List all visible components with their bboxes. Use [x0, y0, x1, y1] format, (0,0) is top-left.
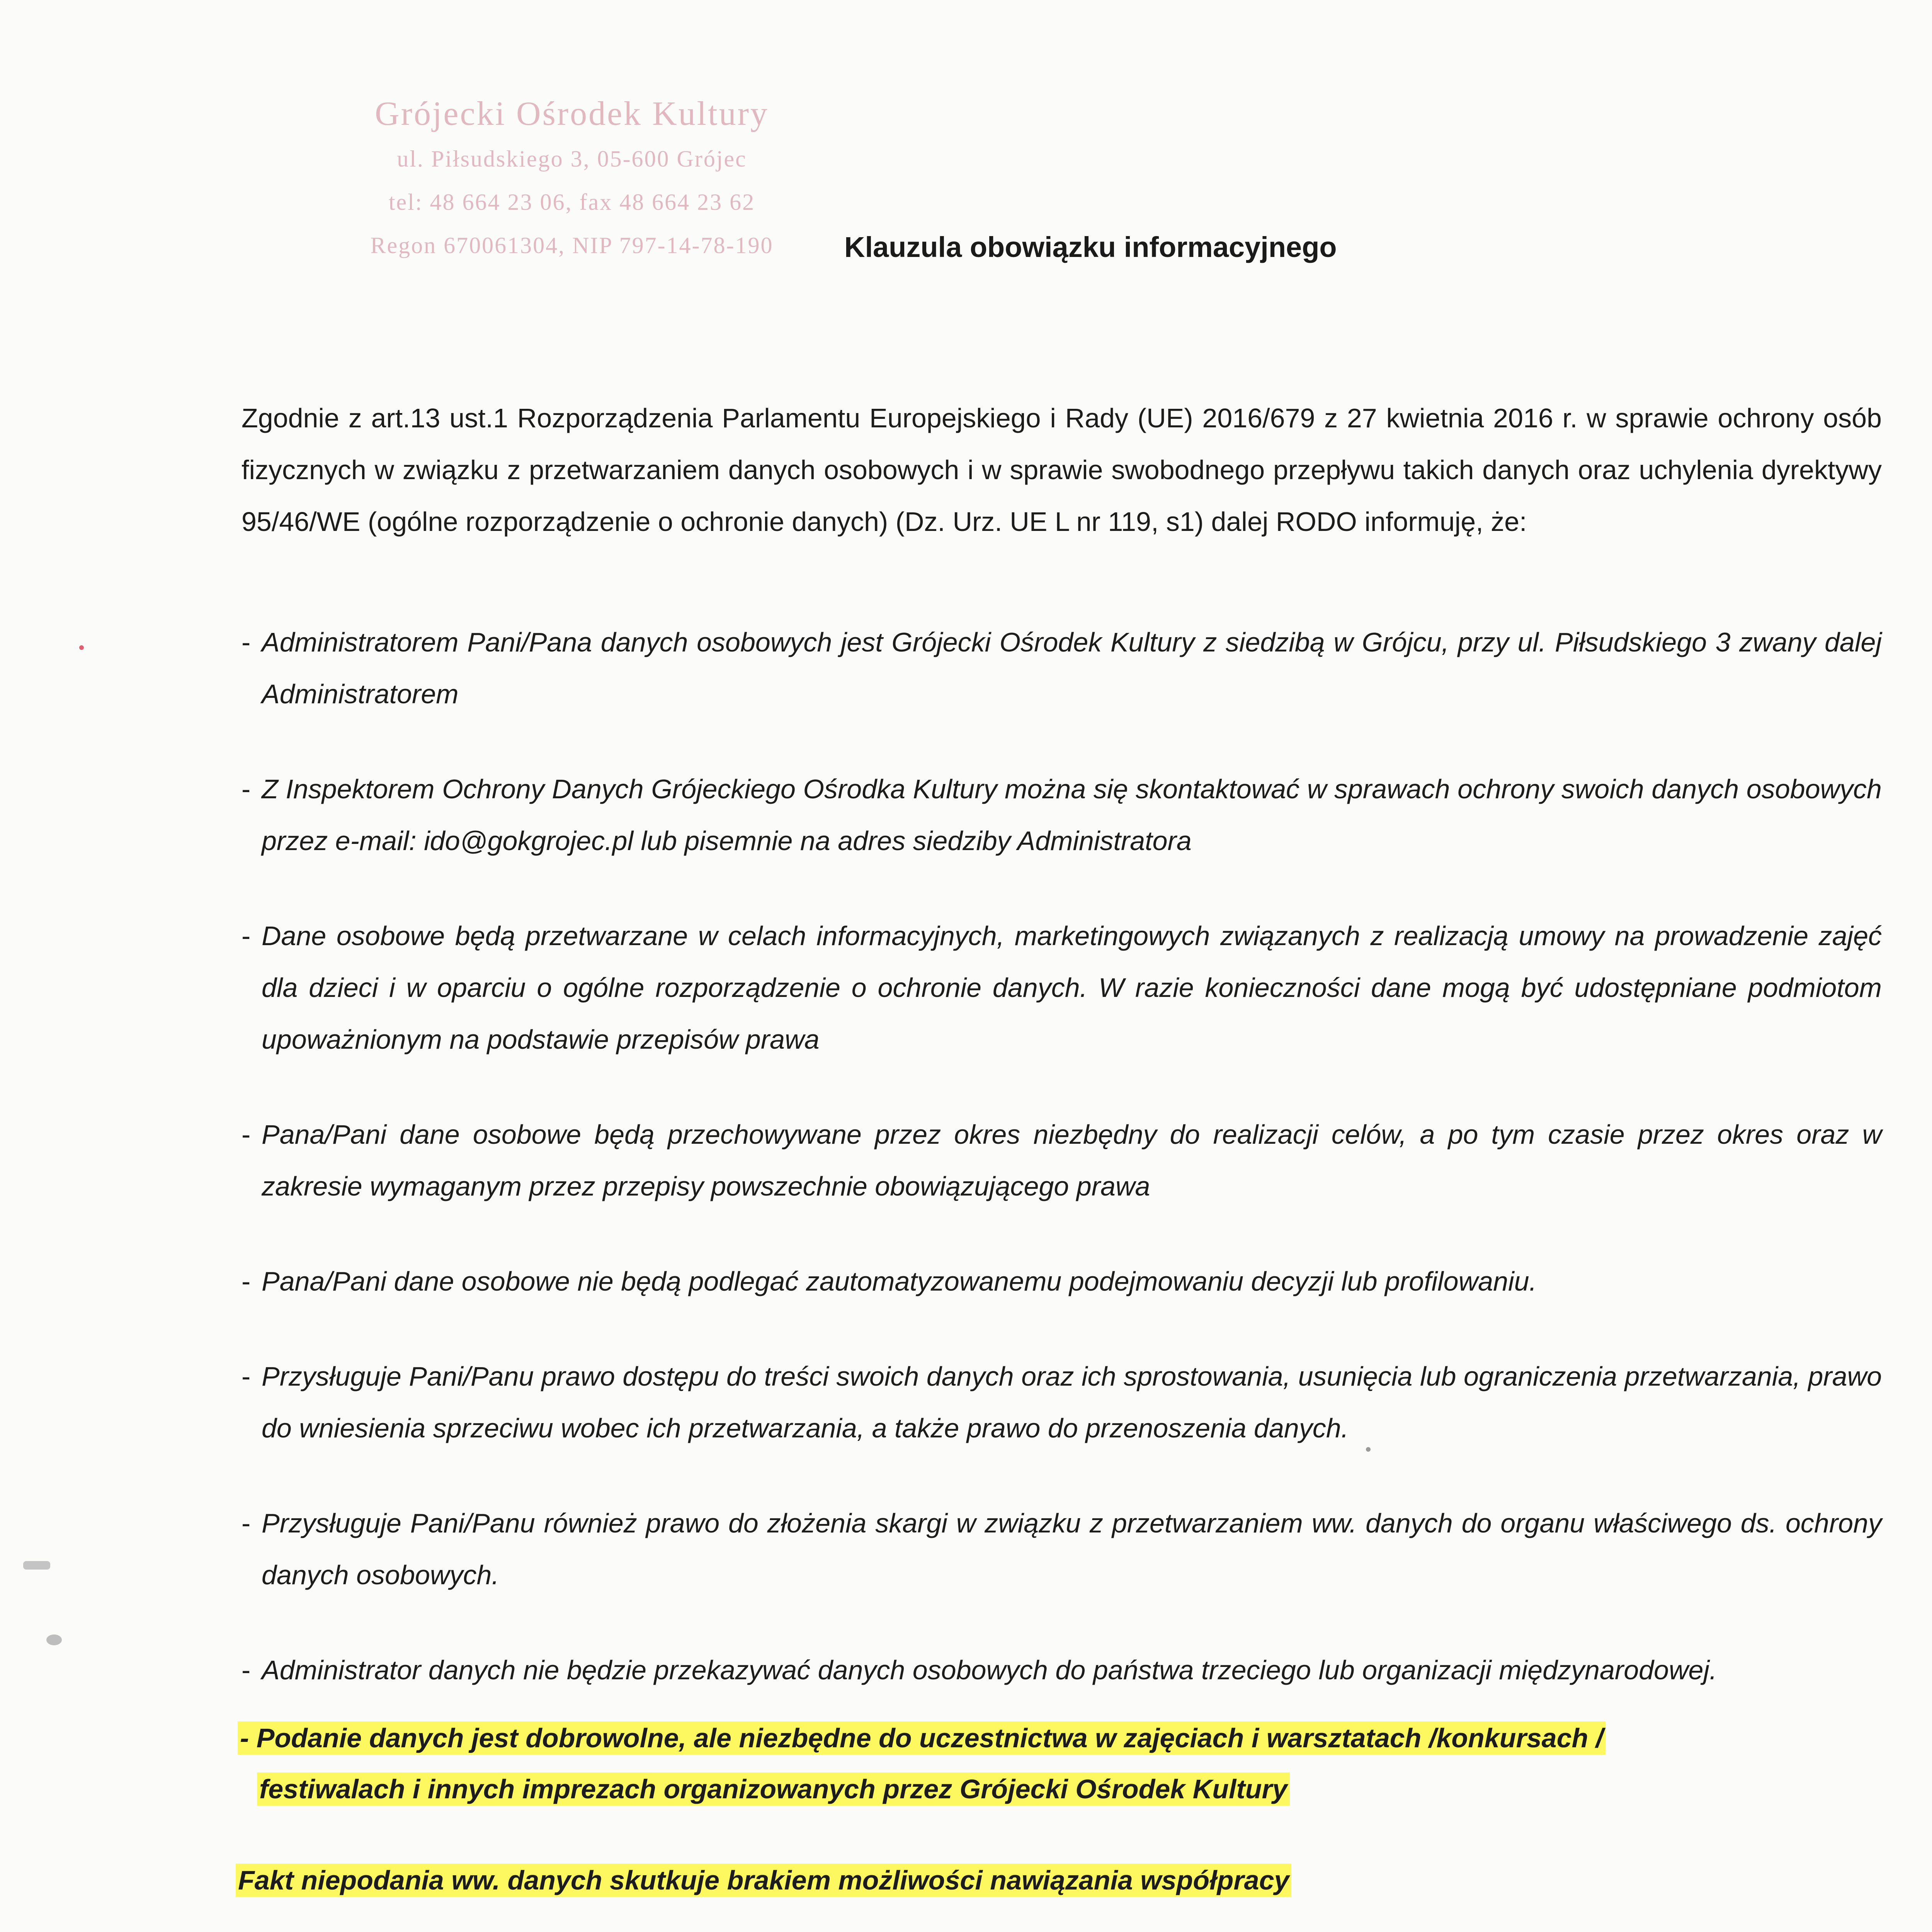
clause-list	[242, 616, 1882, 1696]
list-item	[242, 910, 1882, 1065]
list-item	[242, 1497, 1882, 1601]
highlight-fakt: Fakt niepodania ww. danych skutkuje brakiem możliwości nawiązania współpracy	[236, 1864, 1291, 1897]
item-text: Z Inspektorem Ochrony Danych Grójeckiego Ośrodka Kultury można się skontaktować w sprawach ochrony swoich danych osobowych przez e-mail: ido@gokgrojec.pl lub pisemnie na adres siedziby Administratora	[262, 774, 1882, 856]
intro-paragraph: Zgodnie z art.13 ust.1 Rozporządzenia Parlamentu Europejskiego i Rady (UE) 2016/679 z 27 kwietnia 2016 r. w sprawie ochrony osób fizycznych w związku z przetwarzaniem danych osobowych i w sprawie swobodnego przepływu takich danych oraz uchylenia dyrektywy 95/46/WE (ogólne rozporządzenie o ochronie danych) (Dz. Urz. UE L nr 119, s1) dalej RODO informuję, że:	[242, 403, 1882, 537]
stamp-address: ul. Piłsudskiego 3, 05-600 Grójec	[397, 146, 747, 172]
item-dash: -	[242, 774, 251, 804]
stamp-phone: tel: 48 664 23 06, fax 48 664 23 62	[388, 189, 755, 215]
item-text: Pana/Pani dane osobowe będą przechowywane przez okres niezbędny do realizacji celów, a po tym czasie przez okres oraz w zakresie wymaganym przez przepisy powszechnie obowiązującego prawa	[262, 1119, 1882, 1201]
item-dash: -	[242, 1508, 251, 1538]
list-item	[242, 763, 1882, 867]
item-dash: -	[242, 1655, 251, 1685]
item-text: Administratorem Pani/Pana danych osobowych jest Grójecki Ośrodek Kultury z siedzibą w Grójcu, przy ul. Piłsudskiego 3 zwany dalej Administratorem	[262, 627, 1882, 709]
item-text: Dane osobowe będą przetwarzane w celach informacyjnych, marketingowych związanych z realizacją umowy na prowadzenie zajęć dla dzieci i w oparciu o ogólne rozporządzenie o ochronie danych. W razie konieczności dane mogą być udostępniane podmiotom upoważnionym na podstawie przepisów prawa	[262, 921, 1882, 1054]
scan-speck	[79, 645, 84, 650]
highlight-line-1: - Podanie danych jest dobrowolne, ale niezbędne do uczestnictwa w zajęciach i warsztatach /konkursach /	[238, 1721, 1605, 1755]
item-dash: -	[242, 1361, 251, 1391]
item-dash: -	[242, 1119, 251, 1150]
stamp-ids: Regon 670061304, NIP 797-14-78-190	[370, 233, 774, 258]
scan-speck	[46, 1634, 62, 1645]
item-text: Przysługuje Pani/Panu prawo dostępu do treści swoich danych oraz ich sprostowania, usunięcia lub ograniczenia przetwarzania, prawo do wniesienia sprzeciwu wobec ich przetwarzania, a także prawo do przenoszenia danych.	[262, 1361, 1882, 1443]
item-text: Pana/Pani dane osobowe nie będą podlegać zautomatyzowanemu podejmowaniu decyzji lub profilowaniu.	[262, 1266, 1537, 1296]
item-dash: -	[242, 627, 251, 657]
stamp-org: Grójecki Ośrodek Kultury	[375, 95, 769, 133]
scan-speck	[23, 1561, 50, 1570]
item-text: Administrator danych nie będzie przekazywać danych osobowych do państwa trzeciego lub organizacji międzynarodowej.	[262, 1655, 1717, 1685]
highlighted-notice	[236, 1855, 1291, 1906]
item-text: Przysługuje Pani/Panu również prawo do złożenia skargi w związku z przetwarzaniem ww. danych do organu właściwego ds. ochrony danych osobowych.	[262, 1508, 1882, 1590]
list-item	[242, 1350, 1882, 1454]
highlight-line-2: festiwalach i innych imprezach organizowanych przez Grójecki Ośrodek Kultury	[257, 1772, 1290, 1806]
page-title: Klauzula obowiązku informacyjnego	[844, 231, 1337, 263]
list-item	[242, 1109, 1882, 1212]
list-item	[242, 616, 1882, 720]
item-dash: -	[242, 921, 251, 951]
list-item	[242, 1255, 1882, 1307]
scan-speck	[1366, 1447, 1371, 1452]
institution-stamp	[301, 91, 842, 267]
highlighted-clause	[238, 1713, 1888, 1815]
list-item	[242, 1644, 1882, 1696]
item-dash: -	[242, 1266, 251, 1296]
